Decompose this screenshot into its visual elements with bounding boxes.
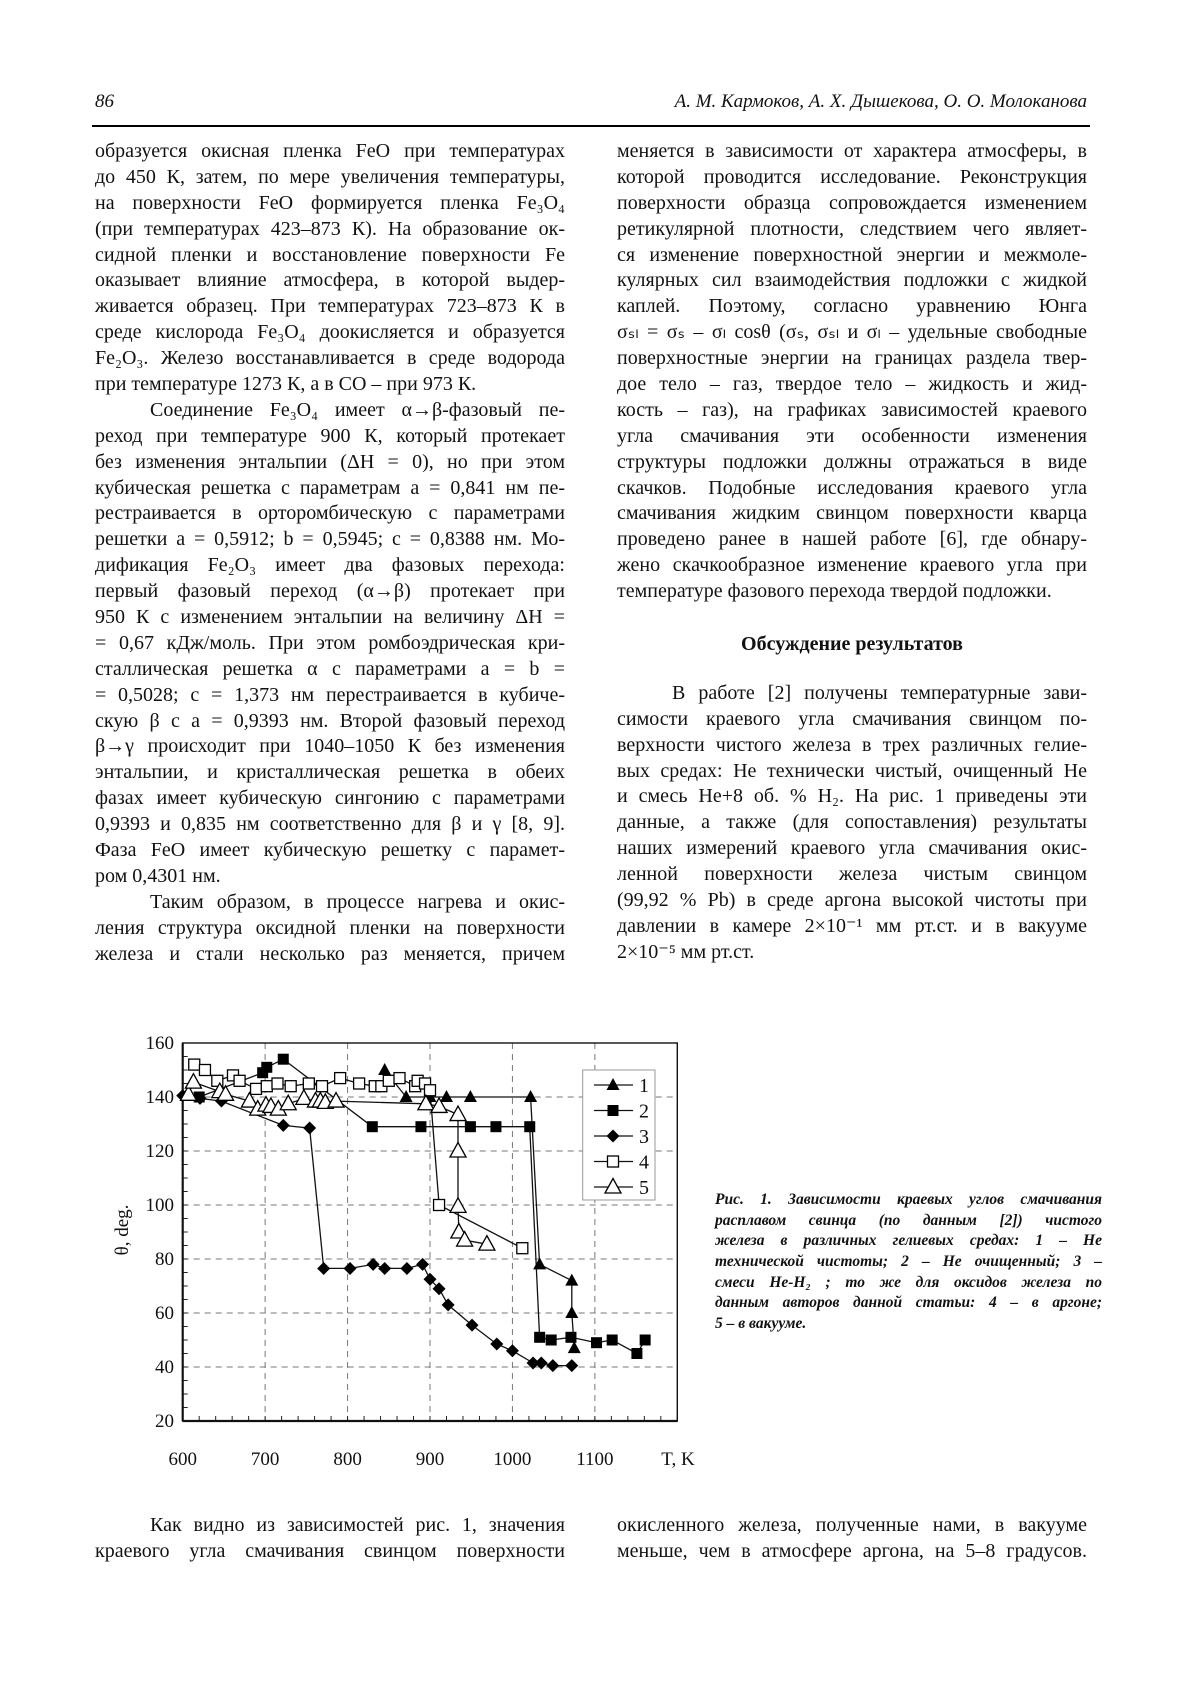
text-line: поверхности образца сопровождается изменением	[617, 191, 1087, 214]
series-4-point	[234, 1075, 245, 1086]
series-4-point	[272, 1078, 283, 1089]
text-line: скую β с a = 0,9393 нм. Второй фазовый переход	[95, 709, 565, 732]
bottom-right-text	[617, 1513, 1087, 1565]
header-rule	[92, 125, 1090, 127]
text-line: ром 0,4301 нм.	[95, 864, 221, 887]
series-4-point	[317, 1081, 328, 1092]
text-line: окисленного железа, полученные нами, в вакууме	[617, 1514, 1087, 1536]
series-4-point	[425, 1085, 436, 1096]
text-line: β→γ происходит при 1040–1050 К без изменения	[95, 735, 565, 758]
text-line: (при температурах 423–873 К). На образование ок-	[95, 217, 565, 240]
bottom-left-text	[95, 1513, 565, 1565]
series-2-point	[415, 1121, 426, 1132]
text-line: Fe₂O₃. Железо восстанавливается в среде водорода	[95, 347, 565, 370]
x-tick-label: 600	[168, 1449, 197, 1470]
text-line: ленной поверхности железа чистым свинцом	[617, 863, 1087, 886]
text-line: поверхностные энергии на границах раздела твер-	[617, 347, 1087, 370]
series-4-point	[354, 1078, 365, 1089]
text-line: образуется окисная пленка FeO при температурах	[95, 140, 565, 162]
y-tick-label: 80	[155, 1249, 174, 1270]
series-4-point	[251, 1083, 262, 1094]
text-line: рестраивается в орторомбическую с параметрами	[95, 502, 565, 525]
series-2-point	[591, 1337, 602, 1348]
series-4-point	[383, 1075, 394, 1086]
y-tick-label: 160	[145, 1033, 174, 1054]
text-line: живается образец. При температурах 723–873 К в	[95, 295, 565, 318]
series-4-point	[394, 1073, 405, 1084]
text-line: ления структура оксидной пленки на поверхности	[95, 916, 565, 939]
text-line: 950 К с изменением энтальпии на величину ΔH =	[95, 606, 565, 629]
text-line: расплавом свинца (по данным [2]) чистого	[715, 1211, 1102, 1229]
text-line: меньше, чем в атмосфере аргона, на 5–8 градусов.	[617, 1539, 1087, 1562]
text-line: решетки a = 0,5912; b = 0,5945; c = 0,8388 нм. Мо-	[95, 528, 565, 551]
text-line: кулярных сил взаимодействия подложки с жидкой	[617, 269, 1087, 292]
paragraph	[95, 1513, 565, 1565]
text-line: оказывает влияние атмосфера, в которой выдер-	[95, 269, 565, 292]
text-line: краевого угла смачивания свинцом поверхности	[95, 1539, 565, 1562]
y-axis-label: θ, deg.	[112, 1204, 133, 1256]
text-line: технической чистоты; 2 – He очищенный; 3 –	[715, 1253, 1102, 1271]
series-4-point	[517, 1243, 528, 1254]
text-line: до 450 К, затем, по мере увеличения температуры,	[95, 165, 565, 188]
page-number: 86	[95, 91, 114, 112]
contact-angle-chart	[100, 1030, 720, 1490]
x-tick-label: 700	[250, 1449, 280, 1470]
text-line: на поверхности FeO формируется пленка Fe₃O₄	[95, 191, 565, 214]
paragraph	[617, 681, 1087, 966]
text-line: наших измерений краевого угла смачивания окис-	[617, 837, 1087, 860]
text-line: Как видно из зависимостей рис. 1, значения	[150, 1514, 565, 1536]
y-tick-label: 140	[145, 1087, 174, 1108]
text-line: кубическая решетка с параметрам a = 0,841 нм пе-	[95, 476, 565, 499]
legend-label: 1	[639, 1075, 649, 1097]
left-column	[95, 139, 565, 968]
paragraph	[95, 890, 565, 968]
x-tick-label: 900	[415, 1449, 445, 1470]
series-2-point	[261, 1062, 272, 1073]
text-line: фазах имеет кубическую сингонию с параметрами	[95, 787, 565, 810]
series-2-point	[607, 1335, 618, 1346]
y-tick-label: 100	[145, 1195, 174, 1216]
series-4-point	[285, 1081, 296, 1092]
series-4-point	[261, 1081, 272, 1092]
text-line: дое тело – газ, твердое тело – жидкость и жид-	[617, 373, 1087, 396]
right-column	[617, 139, 1087, 966]
text-line: первый фазовый переход (α→β) протекает при	[95, 580, 565, 603]
series-2-point	[524, 1121, 535, 1132]
text-line: каплей. Поэтому, согласно уравнению Юнга	[617, 295, 1087, 318]
text-line: структуры подложки должны отражаться в виде	[617, 450, 1087, 473]
legend-label: 4	[639, 1151, 649, 1174]
text-line: среде кислорода Fe₃O₄ доокисляется и образуется	[95, 321, 565, 344]
series-2-point	[534, 1332, 545, 1343]
text-line: железа и стали несколько раз меняется, причем	[95, 942, 565, 965]
text-line: ретикулярной плотности, следствием чего являет-	[617, 217, 1087, 240]
text-line: симости краевого угла смачивания свинцом по-	[617, 707, 1087, 730]
text-line: ся изменение поверхностной энергии и межмоле-	[617, 243, 1087, 266]
text-line: скачков. Подобные исследования краевого угла	[617, 476, 1087, 499]
series-4-point	[303, 1078, 314, 1089]
legend-marker-2	[608, 1105, 619, 1116]
text-line: верхности чистого железа в трех различных гелие-	[617, 733, 1087, 756]
text-line: железа в различных гелиевых средах: 1 – He	[715, 1232, 1102, 1250]
series-4-point	[189, 1059, 200, 1070]
text-line: энтальпии, и кристаллическая решетка в обеих	[95, 761, 565, 784]
series-2-point	[278, 1054, 289, 1065]
text-line: (99,92 % Pb) в среде аргона высокой чистоты при	[617, 889, 1087, 912]
series-2-point	[490, 1121, 501, 1132]
y-tick-label: 40	[155, 1357, 174, 1378]
series-2-point	[631, 1348, 642, 1359]
text-line: Фаза FeO имеет кубическую решетку с парамет-	[95, 839, 565, 862]
y-tick-label: 20	[155, 1411, 174, 1432]
figure-caption	[715, 1190, 1102, 1335]
x-tick-label: 1000	[493, 1449, 532, 1470]
paragraph	[95, 139, 565, 398]
x-tick-label: 1100	[576, 1449, 614, 1470]
text-line: проведено ранее в нашей работе [6], где обнару-	[617, 528, 1087, 551]
series-2-point	[367, 1121, 378, 1132]
text-line: жено скачкообразное изменение краевого угла при	[617, 554, 1087, 577]
text-line: сидной пленки и восстановление поверхности Fe	[95, 243, 565, 266]
caption-text	[715, 1190, 1102, 1335]
running-header-authors: А. М. Кармоков, А. Х. Дышекова, О. О. Молоканова	[674, 91, 1087, 112]
legend-label: 5	[639, 1177, 649, 1199]
paragraph	[95, 398, 565, 890]
text-line: Соединение Fe₃O₄ имеет α→β-фазовый пе-	[150, 398, 565, 421]
text-line: σₛₗ = σₛ – σₗ cosθ (σₛ, σₛₗ и σₗ – удельные свободные	[617, 321, 1087, 344]
text-line: и смесь He+8 об. % H₂. На рис. 1 приведены эти	[617, 785, 1087, 808]
legend-marker-4	[608, 1156, 619, 1167]
text-line: реход при температуре 900 К, который протекает	[95, 424, 565, 447]
text-line: = 0,5028; c = 1,373 нм перестраивается в кубиче-	[95, 683, 565, 706]
text-line: 0,9393 и 0,835 нм соответственно для β и γ [8, 9].	[95, 813, 565, 836]
paragraph	[617, 139, 1087, 605]
text-line: смачивания жидким свинцом поверхности кварца	[617, 502, 1087, 525]
text-line: без изменения энтальпии (ΔH = 0), но при этом	[95, 450, 565, 473]
legend-label: 2	[639, 1100, 649, 1123]
series-4-point	[199, 1065, 210, 1076]
text-line: дификация Fe₂O₃ имеет два фазовых перехода:	[95, 554, 565, 577]
section-heading: Обсуждение результатов	[741, 633, 963, 656]
x-tick-label: 800	[333, 1449, 362, 1470]
series-2-point	[640, 1335, 651, 1346]
x-axis-label: T, K	[661, 1449, 695, 1470]
y-tick-label: 120	[145, 1141, 174, 1162]
y-tick-label: 60	[155, 1303, 174, 1324]
series-2-point	[465, 1121, 476, 1132]
text-line: давлении в камере 2×10⁻¹ мм рт.ст. и в вакууме	[617, 914, 1087, 937]
text-line: кость – газ), на графиках зависимостей краевого	[617, 398, 1087, 421]
text-line: 5 – в вакууме.	[715, 1315, 807, 1333]
text-line: угла смачивания эти особенности изменения	[617, 424, 1087, 447]
text-line: температуре фазового перехода твердой подложки.	[617, 580, 1052, 603]
text-line: данным авторов данной статьи: 4 – в аргоне;	[715, 1294, 1102, 1312]
paragraph	[617, 1513, 1087, 1565]
text-line: сталлическая решетка α с параметрами a = b =	[95, 657, 565, 680]
text-line: 2×10⁻⁵ мм рт.ст.	[617, 940, 755, 963]
text-line: смеси He-H₂ ; то же для оксидов железа по	[715, 1273, 1102, 1291]
text-line: которой проводится исследование. Реконструкция	[617, 165, 1087, 188]
series-4-point	[335, 1073, 346, 1084]
text-line: вых средах: He технически чистый, очищенный He	[617, 759, 1087, 782]
text-line: Рис. 1. Зависимости краевых углов смачивания	[715, 1191, 1102, 1208]
text-line: В работе [2] получены температурные зави-	[672, 681, 1087, 704]
text-line: Таким образом, в процессе нагрева и окис-	[150, 890, 565, 913]
text-line: при температуре 1273 К, а в СО – при 973 К.	[95, 373, 477, 396]
legend-label: 3	[639, 1126, 649, 1148]
series-2-point	[546, 1335, 557, 1346]
series-2-point	[565, 1332, 576, 1343]
series-4-point	[434, 1200, 445, 1211]
text-line: данные, а также (для сопоставления) результаты	[617, 811, 1087, 834]
text-line: = 0,67 кДж/моль. При этом ромбоэдрическая кри-	[95, 631, 565, 654]
text-line: меняется в зависимости от характера атмосферы, в	[617, 140, 1087, 162]
